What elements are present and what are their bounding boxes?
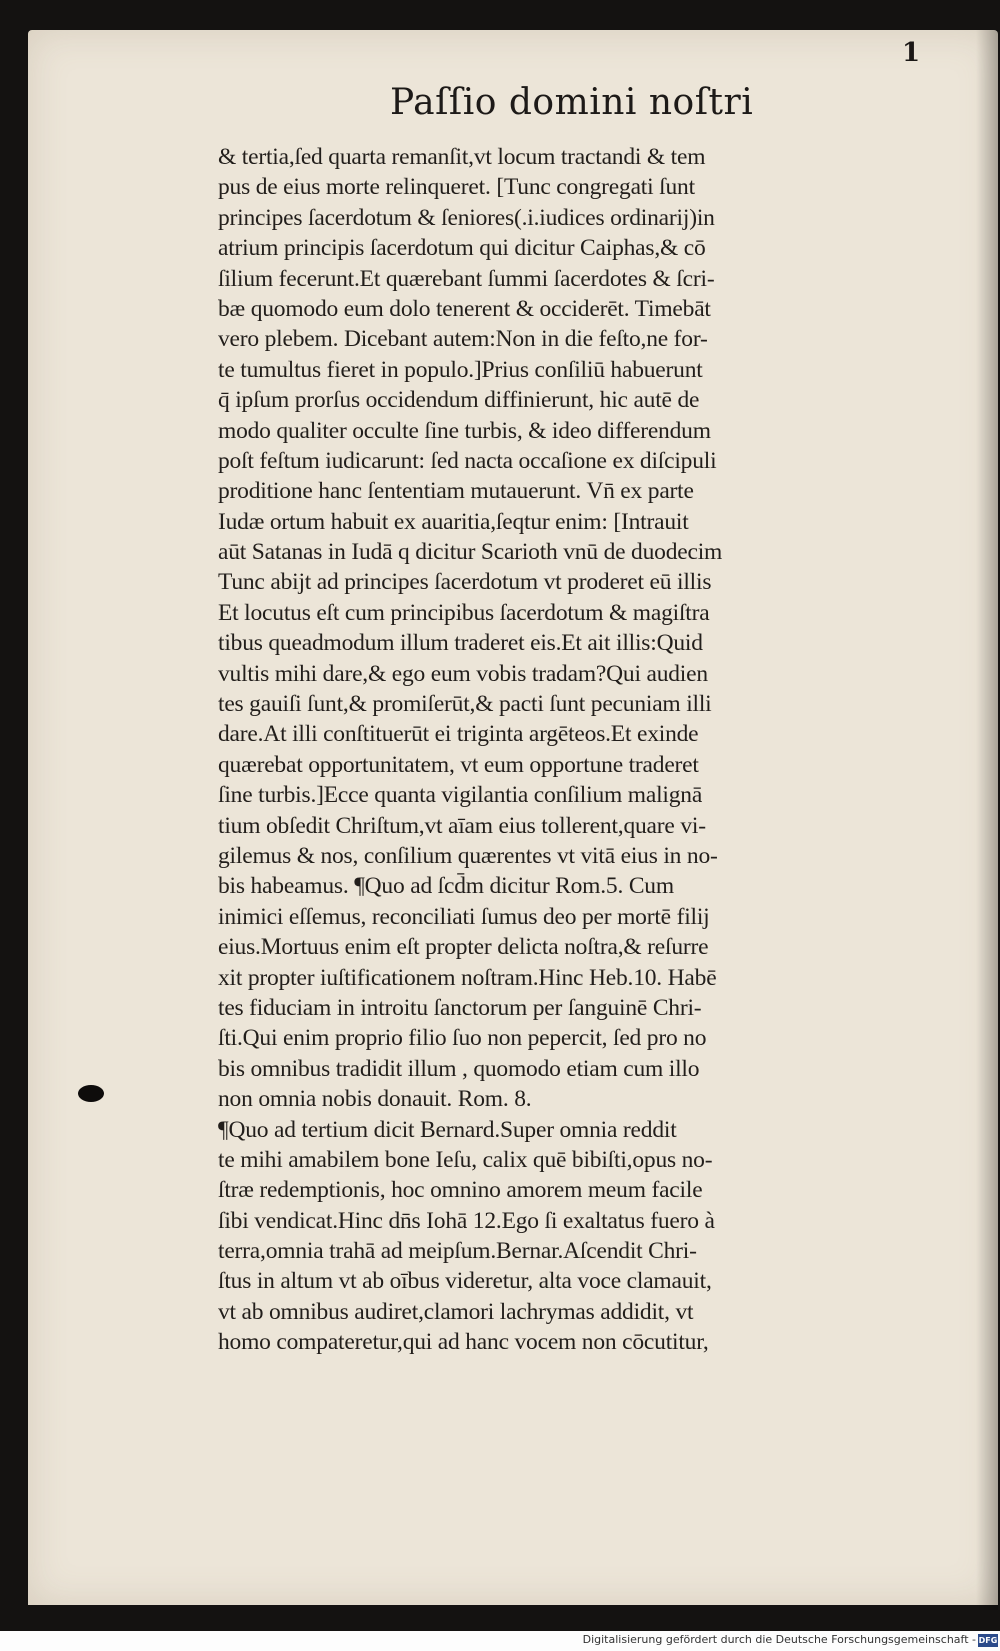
text-line: inimici eſſemus, reconciliati ſumus deo per mortē filij xyxy=(218,903,710,930)
text-line: principes ſacerdotum & ſeniores(.i.iudices ordinarij)in xyxy=(218,204,715,231)
text-line: ſtræ redemptionis, hoc omnino amorem meum facile xyxy=(218,1177,703,1204)
text-line: tes gauiſi ſunt,& promiſerūt,& pacti ſunt pecuniam illi xyxy=(218,691,712,718)
text-line: pus de eius morte relinqueret. [Tunc congregati ſunt xyxy=(218,174,695,201)
text-line: proditione hanc ſententiam mutauerunt. Vn̄ ex parte xyxy=(218,478,694,505)
text-line: ¶Quo ad tertium dicit Bernard.Super omnia reddit xyxy=(218,1116,677,1143)
text-line: ſine turbis.]Ecce quanta vigilantia conſilium malignā xyxy=(218,782,703,809)
text-line: te tumultus fieret in populo.]Prius conſiliū habuerunt xyxy=(218,356,703,383)
text-line: te mihi amabilem bone Ieſu, calix quē bibiſti,opus no- xyxy=(218,1146,713,1173)
text-line: non omnia nobis donauit. Rom. 8. xyxy=(218,1086,532,1113)
text-line: tium obſedit Chriſtum,vt aīam eius tollerent,quare vi- xyxy=(218,812,706,839)
text-line: tes fiduciam in introitu ſanctorum per ſanguinē Chri- xyxy=(218,994,702,1021)
text-line: Iudæ ortum habuit ex auaritia,ſeqtur enim: [Intrauit xyxy=(218,508,689,535)
text-line: Tunc abijt ad principes ſacerdotum vt proderet eū illis xyxy=(218,569,712,596)
text-line: Et locutus eſt cum principibus ſacerdotum & magiſtra xyxy=(218,599,710,626)
text-line: eius.Mortuus enim eſt propter delicta noſtra,& reſurre xyxy=(218,934,709,961)
footer-credit: Digitalisierung gefördert durch die Deutsche Forschungsgemeinschaft - xyxy=(582,1633,976,1646)
text-line: bæ quomodo eum dolo tenerent & occiderēt. Timebāt xyxy=(218,295,711,322)
body-text xyxy=(218,142,908,1358)
text-line: ſibi vendicat.Hinc dn̄s Iohā 12.Ego ſi exaltatus fuero à xyxy=(218,1207,715,1234)
text-line: xit propter iuſtificationem noſtram.Hinc Heb.10. Habē xyxy=(218,964,717,991)
text-line: terra,omnia trahā ad meipſum.Bernar.Aſcendit Chri- xyxy=(218,1238,697,1265)
text-line: dare.At illi conſtituerūt ei triginta argēteos.Et exinde xyxy=(218,721,699,748)
page-edge-shadow xyxy=(976,30,998,1610)
text-line: quærebat opportunitatem, vt eum opportune traderet xyxy=(218,751,699,778)
dfg-logo-icon: DFG xyxy=(978,1636,998,1645)
ink-blot xyxy=(78,1085,104,1102)
text-line: tibus queadmodum illum traderet eis.Et ait illis:Quid xyxy=(218,630,703,657)
text-line: homo compateretur,qui ad hanc vocem non cōcutitur, xyxy=(218,1329,709,1356)
text-line: bis omnibus tradidit illum , quomodo etiam cum illo xyxy=(218,1055,700,1082)
text-line: ſtus in altum vt ab oībus videretur, alta voce clamauit, xyxy=(218,1268,712,1295)
text-line: & tertia,ſed quarta remanſit,vt locum tractandi & tem xyxy=(218,144,706,170)
text-line: bis habeamus. ¶Quo ad ſcd̄m dicitur Rom.5. Cum xyxy=(218,873,674,900)
text-line: poſt feſtum iudicarunt: ſed nacta occaſione ex diſcipuli xyxy=(218,447,717,474)
text-line: modo qualiter occulte ſine turbis, & ideo differendum xyxy=(218,417,711,444)
text-line: gilemus & nos, conſilium quærentes vt vitā eius in no- xyxy=(218,842,718,869)
text-line: vultis mihi dare,& ego eum vobis tradam?Qui audien xyxy=(218,660,708,687)
text-line: vero plebem. Dicebant autem:Non in die feſto,ne for- xyxy=(218,326,708,353)
folio-mark: 1 xyxy=(902,38,921,68)
text-line: q̄ ipſum prorſus occidendum diffinierunt, hic autē de xyxy=(218,387,700,414)
running-header: Paſſio domini noſtri xyxy=(390,82,754,123)
text-line: ſilium fecerunt.Et quærebant ſummi ſacerdotes & ſcri- xyxy=(218,265,715,292)
text-line: ſti.Qui enim proprio filio ſuo non pepercit, ſed pro no xyxy=(218,1025,707,1052)
text-line: atrium principis ſacerdotum qui dicitur Caiphas,& cō xyxy=(218,235,706,262)
text-line: vt ab omnibus audiret,clamori lachrymas addidit, vt xyxy=(218,1298,694,1325)
text-line: aūt Satanas in Iudā q dicitur Scarioth vnū de duodecim xyxy=(218,539,723,566)
